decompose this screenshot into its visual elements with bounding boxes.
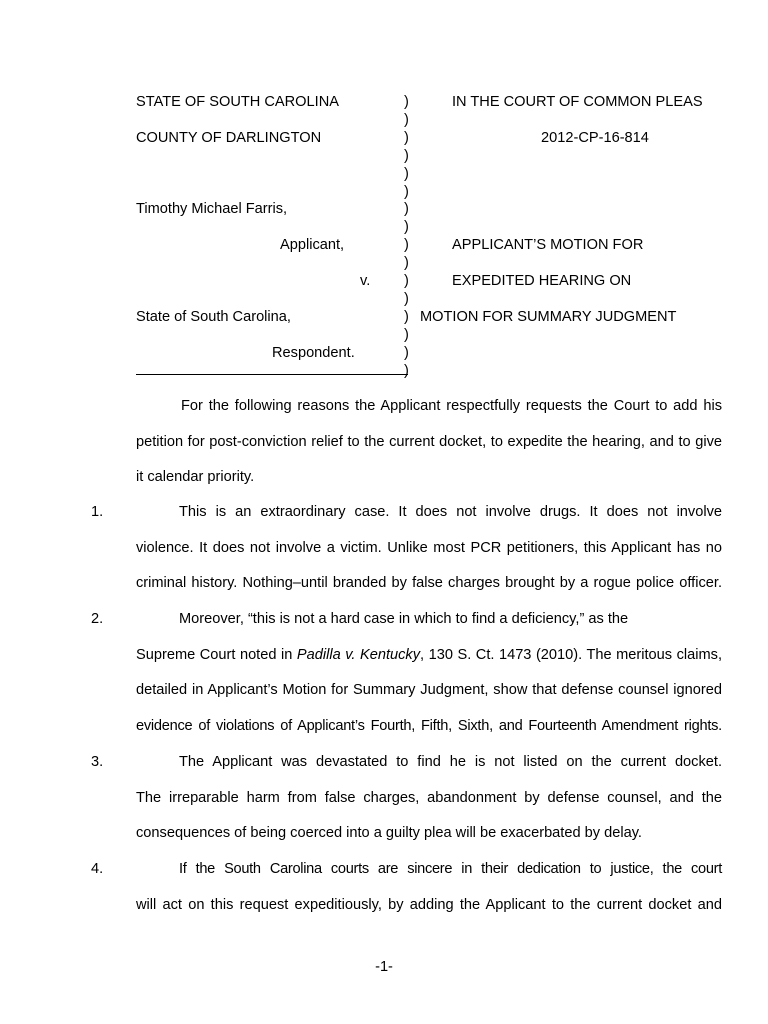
item-2-line-4: evidence of violations of Applicant’s Fourth, Fifth, Sixth, and Fourteenth Amendment rights.: [136, 717, 722, 734]
item-1-line-3: criminal history. Nothing–until branded by false charges brought by a rogue police officer.: [136, 575, 722, 592]
item-3-line-2: The irreparable harm from false charges, abandonment by defense counsel, and the: [136, 789, 722, 806]
applicant-name: Timothy Michael Farris,: [136, 201, 288, 217]
caption-paren: ): [404, 255, 409, 271]
respondent-name: State of South Carolina,: [136, 309, 291, 325]
versus-label: v.: [360, 273, 371, 289]
caption-paren: ): [404, 327, 409, 343]
intro-line-1: For the following reasons the Applicant respectfully requests the Court to add his: [181, 398, 722, 414]
caption-paren: ): [404, 309, 409, 325]
caption-paren: ): [404, 291, 409, 307]
caption-paren: ): [404, 130, 409, 146]
county-heading: COUNTY OF DARLINGTON: [136, 130, 322, 146]
applicant-role: Applicant,: [280, 237, 345, 253]
paragraph-number: 2.: [91, 611, 104, 627]
intro-line-2: petition for post-conviction relief to the current docket, to expedite the hearing, and to give: [136, 433, 722, 450]
numbered-paragraph-3: [91, 745, 722, 852]
numbered-paragraph-1: [91, 495, 722, 602]
item-4-line-1: If the South Carolina courts are sincere in their dedication to justice, the court: [179, 861, 722, 877]
numbered-paragraph-2: [91, 602, 723, 744]
respondent-role: Respondent.: [272, 345, 355, 361]
case-citation: Padilla v. Kentucky: [296, 646, 421, 663]
caption-paren: ): [404, 166, 409, 182]
item-2-line-1: Moreover, “this is not a hard case in which to find a deficiency,” as the: [179, 611, 629, 627]
caption-paren: ): [404, 148, 409, 164]
case-number: 2012-CP-16-814: [541, 130, 649, 146]
caption-underline: [136, 374, 408, 375]
item-4-line-2: will act on this request expeditiously, by adding the Applicant to the current docket and: [136, 896, 722, 913]
intro-line-3: it calendar priority.: [136, 469, 255, 486]
item-1-line-1: This is an extraordinary case. It does not involve drugs. It does not involve: [179, 504, 722, 520]
motion-title-line-1: APPLICANT’S MOTION FOR: [452, 237, 644, 253]
court-heading: IN THE COURT OF COMMON PLEAS: [452, 94, 703, 110]
item-2-line-2-post: , 130 S. Ct. 1473 (2010). The meritous claims,: [420, 646, 723, 663]
caption-paren: ): [404, 345, 409, 361]
state-heading: STATE OF SOUTH CAROLINA: [136, 94, 339, 110]
caption-paren: ): [404, 94, 409, 110]
page-number: -1-: [375, 959, 393, 975]
item-3-line-1: The Applicant was devastated to find he is not listed on the current docket.: [179, 754, 722, 770]
caption-paren: ): [404, 201, 409, 217]
motion-title-line-3: MOTION FOR SUMMARY JUDGMENT: [420, 309, 677, 325]
item-2-line-2-pre: Supreme Court noted in: [136, 646, 297, 663]
caption-paren: ): [404, 112, 409, 128]
intro-paragraph: [136, 389, 722, 496]
motion-title-line-2: EXPEDITED HEARING ON: [452, 273, 632, 289]
caption-paren: ): [404, 184, 409, 200]
item-2-line-3: detailed in Applicant’s Motion for Summary Judgment, show that defense counsel ignored: [136, 682, 722, 699]
caption-paren: ): [404, 363, 409, 379]
paragraph-number: 4.: [91, 861, 104, 877]
item-1-line-2: violence. It does not involve a victim. Unlike most PCR petitioners, this Applicant has no: [136, 539, 722, 556]
caption-paren: ): [404, 273, 409, 289]
caption-paren: ): [404, 237, 409, 253]
paragraph-number: 1.: [91, 504, 104, 520]
paragraph-number: 3.: [91, 754, 104, 770]
numbered-paragraph-4: [91, 852, 722, 923]
caption-paren: ): [404, 219, 409, 235]
item-3-line-3: consequences of being coerced into a guilty plea will be exacerbated by delay.: [136, 825, 642, 842]
